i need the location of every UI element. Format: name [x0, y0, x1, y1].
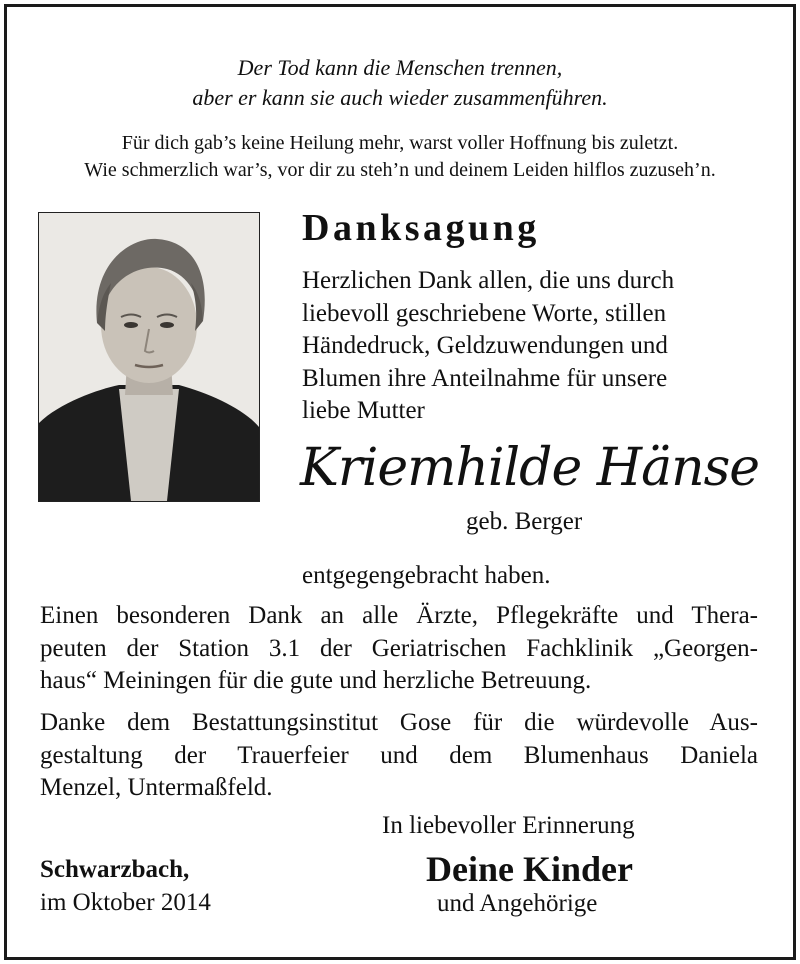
- memory-line: In liebevoller Erinnerung: [382, 812, 635, 839]
- verse-line-2: Wie schmerzlich war’s, vor dir zu steh’n und deinem Leiden hilflos zuzuseh’n.: [84, 159, 716, 181]
- thanks-text: [302, 265, 762, 428]
- portrait-photo: [38, 212, 260, 502]
- received-text: entgegengebracht haben.: [302, 562, 551, 589]
- paragraph-line: gestaltung der Trauerfeier und dem Blumenhaus Daniela: [40, 741, 758, 769]
- deceased-name: Kriemhilde Hänse: [300, 438, 760, 498]
- verse-line-1: Für dich gab’s keine Heilung mehr, warst voller Hoffnung bis zuletzt.: [121, 132, 679, 154]
- paragraph-funeral-thanks: [40, 707, 758, 805]
- thanks-line: Händedruck, Geldzuwendungen und: [302, 332, 668, 359]
- maiden-name: geb. Berger: [466, 508, 583, 535]
- paragraph-medical-thanks: [40, 600, 758, 698]
- thanks-line: Blumen ihre Anteilnahme für unsere: [302, 364, 668, 392]
- paragraph-line: Danke dem Bestattungsinstitut Gose für die würdevolle Aus-: [40, 709, 758, 736]
- portrait-illustration: [39, 213, 259, 501]
- paragraph-line: peuten der Station 3.1 der Geriatrischen Fachklinik „Georgen-: [40, 634, 758, 662]
- quote-line-1: Der Tod kann die Menschen trennen,: [237, 55, 563, 80]
- paragraph-line: Einen besonderen Dank an alle Ärzte, Pflegekräfte und Thera-: [40, 602, 758, 629]
- thanks-line: liebe Mutter: [302, 397, 425, 424]
- paragraph-line: haus“ Meiningen für die gute und herzliche Betreuung.: [40, 667, 592, 694]
- place: Schwarzbach,: [40, 856, 190, 883]
- signature-children: Deine Kinder: [426, 849, 633, 889]
- thanks-line: liebevoll geschriebene Worte, stillen: [302, 299, 667, 327]
- signature-relatives: und Angehörige: [437, 890, 598, 917]
- quote-line-2: aber er kann sie auch wieder zusammenführen.: [192, 85, 608, 110]
- thanks-line: Herzlichen Dank allen, die uns durch: [302, 267, 675, 294]
- date: im Oktober 2014: [40, 889, 211, 916]
- heading-danksagung: Danksagung: [302, 207, 540, 249]
- paragraph-line: Menzel, Untermaßfeld.: [40, 774, 273, 801]
